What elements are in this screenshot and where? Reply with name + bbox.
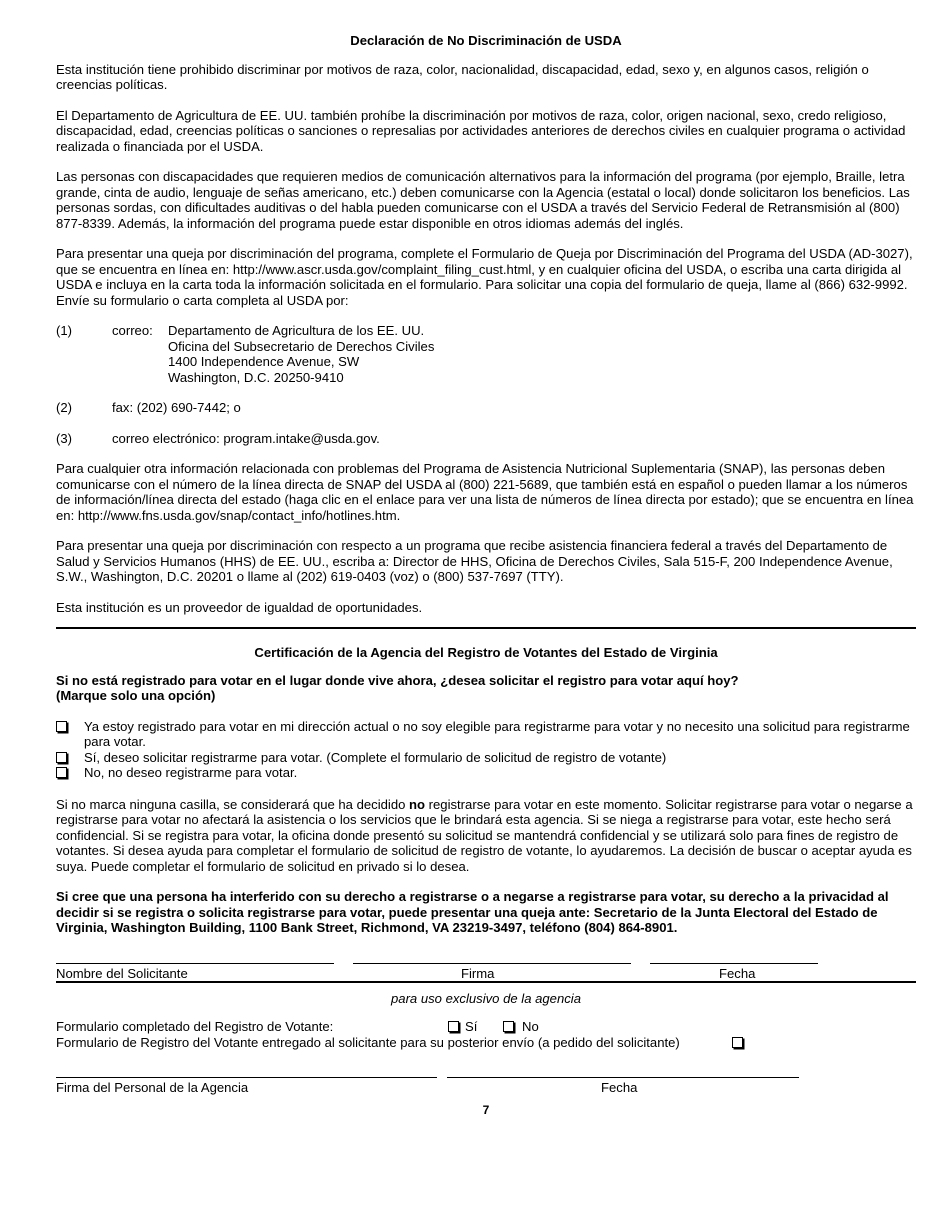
agency-signature-row	[56, 1063, 916, 1095]
no-option[interactable]	[503, 1019, 539, 1035]
question-instruction: (Marque solo una opción)	[56, 688, 216, 703]
notice-text-pre: Si no marca ninguna casilla, se considerará que ha decidido	[56, 796, 410, 812]
email-text: correo electrónico: program.intake@usda.gov.	[112, 430, 380, 446]
form-delivered-label: Formulario de Registro del Votante entregado al solicitante para su posterior envío (a pedido del solicitante)	[56, 1034, 680, 1050]
applicant-date-line[interactable]	[650, 949, 818, 964]
address-line: Oficina del Subsecretario de Derechos Civiles	[168, 338, 435, 354]
fax-text: fax: (202) 690-7442; o	[112, 400, 241, 415]
no-label: No	[522, 1019, 539, 1034]
agency-signature-line[interactable]	[56, 1063, 437, 1078]
mailing-address	[168, 323, 916, 385]
form-delivered-row	[56, 1035, 916, 1051]
fax-item	[56, 400, 916, 416]
checkbox-icon[interactable]	[56, 721, 67, 732]
email-item	[56, 431, 916, 447]
applicant-name-line[interactable]	[56, 949, 334, 964]
date-label: Fecha	[719, 965, 756, 981]
checkbox-icon[interactable]	[56, 752, 67, 763]
applicant-signature-line[interactable]	[353, 949, 631, 964]
voter-certification-title: Certificación de la Agencia del Registro de Votantes del Estado de Virginia	[254, 645, 718, 660]
agency-date-label: Fecha	[601, 1080, 638, 1095]
signature-label: Firma	[461, 965, 495, 981]
notice-paragraph	[56, 797, 916, 875]
item-number: (3)	[56, 430, 73, 446]
notice-text-post: registrarse para votar en este momento. Solicitar registrarse para votar o negarse a registrarse para votar no afectará la asistencia o los servicios que le brindará esta agencia. Si se niega a registrarse para votar, este hecho será confidencial. Si se registra para votar, la oficina donde presentó su solicitud se mantendrá confidencial y se utilizará solo para fines de registro de votantes. Si desea ayuda para completar el formulario de solicitud de registro de votante, lo ayudaremos. La decisión de buscar o aceptar ayuda es suya. Puede completar el formulario de solicitud en privado si lo desea.	[56, 796, 913, 874]
option-label: No, no deseo registrarme para votar.	[84, 765, 298, 780]
form-completed-row	[56, 1019, 916, 1035]
paragraph-2: El Departamento de Agricultura de EE. UU. también prohíbe la discriminación por motivos de raza, color, origen nacional, sexo, credo religioso, discapacidad, edad, creencias políticas o sanciones o represalias por actividades anteriores de derechos civiles en cualquier programa o actividad realizada o financiada por el USDA.	[56, 107, 906, 154]
notice-text-bold: no	[409, 796, 426, 812]
address-line: 1400 Independence Avenue, SW	[168, 354, 360, 369]
complaint-paragraph: Si cree que una persona ha interferido con su derecho a registrarse o a negarse a registrarse para votar, su derecho a la privacidad al decidir si se registra o solicita registrarse para votar, puede presentar una queja ante: Secretario de la Junta Electoral del Estado de Virginia, Washington Building, 1100 Bank Street, Richmond, VA 23219-3497, teléfono (804) 864-8901.	[56, 889, 889, 935]
nondiscrimination-title: Declaración de No Discriminación de USDA	[350, 33, 622, 48]
address-line: Washington, D.C. 20250-9410	[168, 369, 344, 385]
document-page	[56, 33, 916, 1119]
option-label: Ya estoy registrado para votar en mi dirección actual o no soy elegible para registrarme para votar y no necesito una solicitud para registrarme para votar.	[84, 718, 910, 749]
item-number: (2)	[56, 400, 73, 415]
paragraph-7: Esta institución es un proveedor de igualdad de oportunidades.	[56, 599, 423, 615]
checkbox-icon[interactable]	[448, 1021, 459, 1032]
page-number: 7	[482, 1103, 490, 1117]
applicant-signature-row	[56, 949, 916, 982]
paragraph-5: Para cualquier otra información relacionada con problemas del Programa de Asistencia Nutricional Suplementaria (SNAP), las personas deben comunicarse con el número de la línea directa de SNAP del USDA al (800) 221-5689, que también está en español o pueden llamar a los números de información/línea directa del estado (haga clic en el enlace para ver una lista de números de línea directa por estado); que se encuentra en línea en: http://www.fns.usda.gov/snap/contact_info/hotlines.htm.	[56, 461, 914, 523]
applicant-name-label: Nombre del Solicitante	[56, 965, 188, 981]
item-label: correo:	[112, 323, 153, 338]
mail-address-item	[56, 323, 916, 385]
option-register-no[interactable]	[56, 765, 916, 781]
section-divider	[56, 627, 916, 629]
paragraph-1: Esta institución tiene prohibido discriminar por motivos de raza, color, nacionalidad, discapacidad, edad, sexo y, en algunos casos, religión o creencias políticas.	[56, 61, 869, 92]
yes-option[interactable]	[448, 1019, 477, 1035]
item-number: (1)	[56, 323, 73, 338]
option-already-registered[interactable]	[56, 719, 916, 750]
option-register-yes[interactable]	[56, 750, 916, 766]
option-list	[56, 719, 916, 781]
agency-use-heading: para uso exclusivo de la agencia	[391, 990, 581, 1006]
paragraph-3: Las personas con discapacidades que requieren medios de comunicación alternativos para la información del programa (por ejemplo, Braille, letra grande, cinta de audio, lenguaje de señas americano, etc.) deben comunicarse con la Agencia (estatal o local) donde solicitaron los beneficios. Las personas sordas, con dificultades auditivas o del habla pueden comunicarse con el USDA a través del Servicio Federal de Retransmisión al (800) 877-8339. Además, la información del programa puede estar disponible en otros idiomas además del inglés.	[56, 169, 910, 231]
agency-signature-label: Firma del Personal de la Agencia	[56, 1080, 249, 1095]
option-label: Sí, deseo solicitar registrarme para votar. (Complete el formulario de solicitud de registro de votante)	[84, 749, 667, 765]
checkbox-icon[interactable]	[56, 767, 67, 778]
paragraph-4: Para presentar una queja por discriminación del programa, complete el Formulario de Queja por Discriminación del Programa del USDA (AD-3027), que se encuentra en línea en: http://www.ascr.usda.gov/complaint_filing_cust.html, y en cualquier oficina del USDA, o escriba una carta dirigida al USDA e incluya en la carta toda la información solicitada en el formulario. Para solicitar una copia del formulario de queja, llame al (866) 632-9992. Envíe su formulario o carta completa al USDA por:	[56, 246, 913, 308]
agency-date-line[interactable]	[447, 1063, 799, 1078]
checkbox-icon[interactable]	[503, 1021, 514, 1032]
form-completed-label: Formulario completado del Registro de Votante:	[56, 1019, 334, 1034]
yes-label: Sí	[465, 1019, 478, 1034]
question-line: Si no está registrado para votar en el lugar donde vive ahora, ¿desea solicitar el registro para votar aquí hoy?	[56, 672, 739, 688]
address-line: Departamento de Agricultura de los EE. UU.	[168, 323, 425, 338]
paragraph-6: Para presentar una queja por discriminación con respecto a un programa que recibe asistencia financiera federal a través del Departamento de Salud y Servicios Humanos (HHS) de EE. UU., escriba a: Director de HHS, Oficina de Derechos Civiles, Sala 515-F, 200 Independence Avenue, S.W., Washington, D.C. 20201 o llame al (202) 619-0403 (voz) o (800) 537-7697 (TTY).	[56, 538, 893, 584]
checkbox-icon[interactable]	[732, 1037, 743, 1048]
